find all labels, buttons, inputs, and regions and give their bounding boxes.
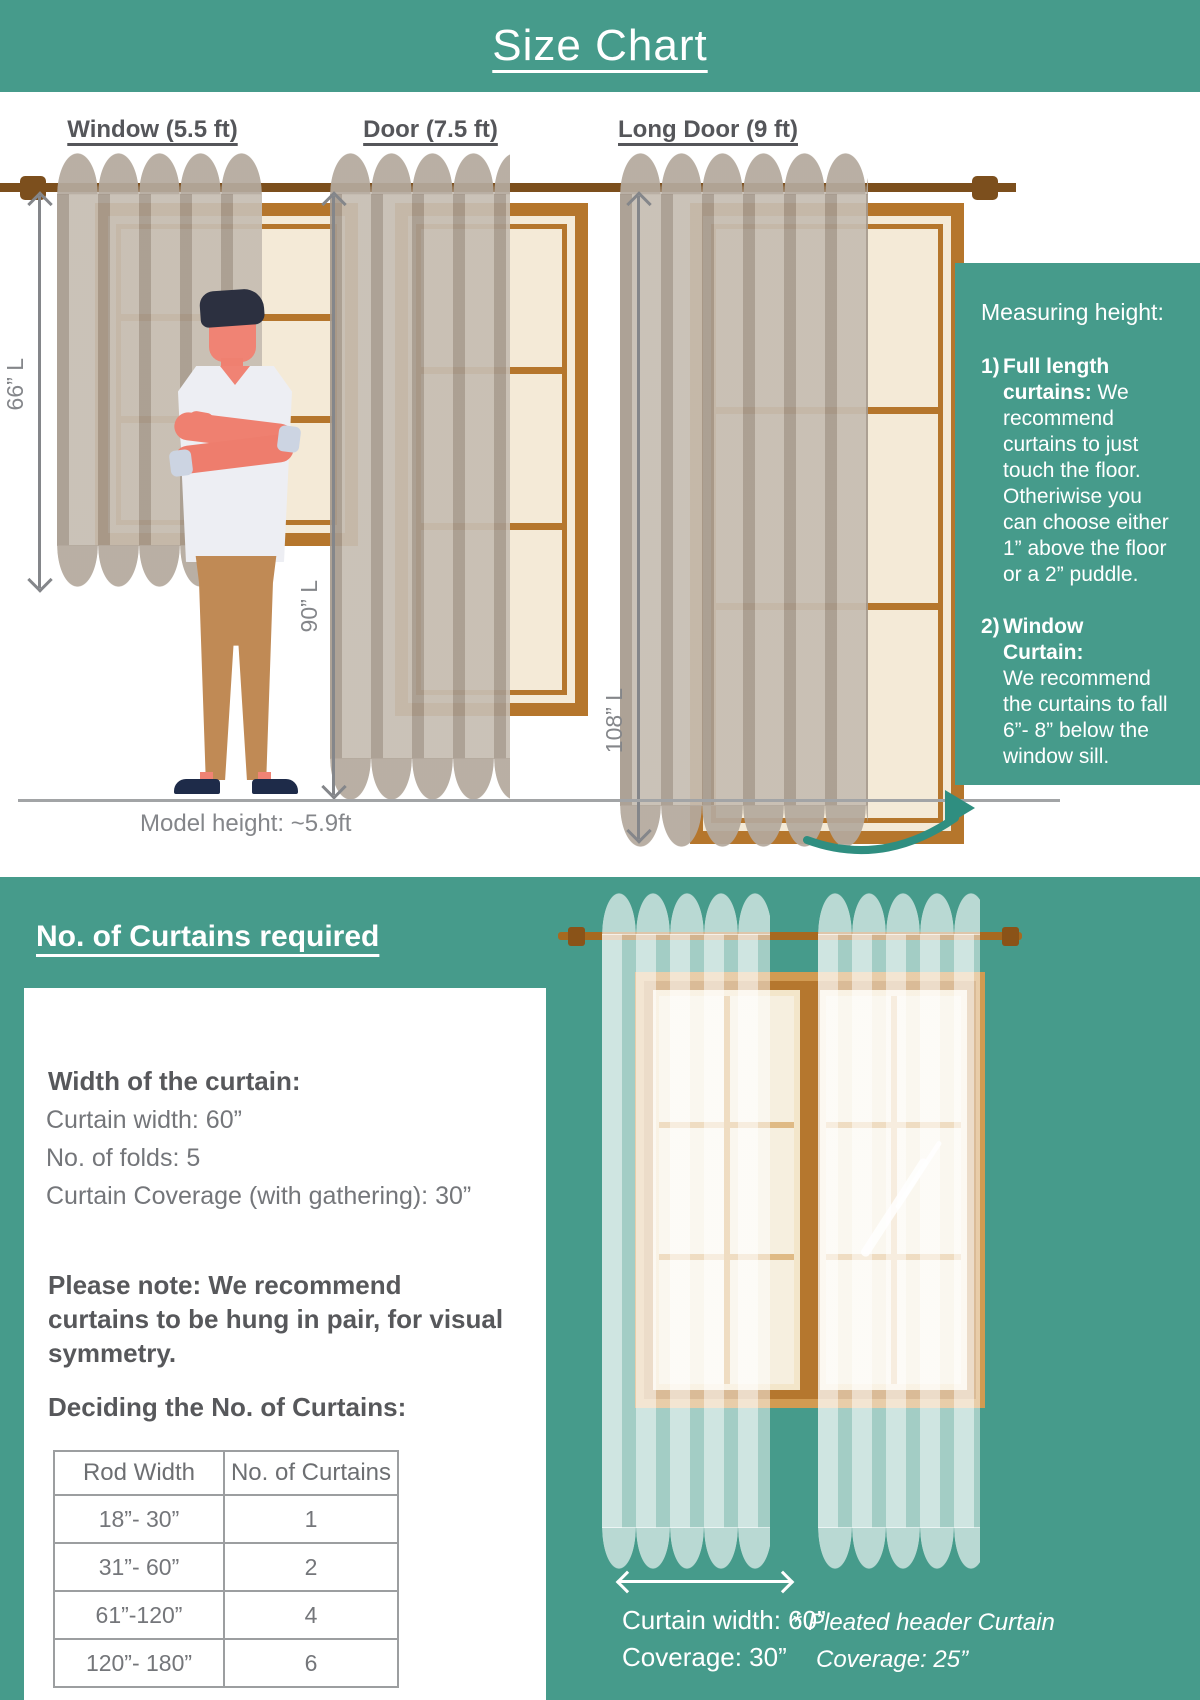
curtains-required-heading: No. of Curtains required <box>36 920 380 953</box>
width-section-title: Width of the curtain: <box>48 1066 301 1096</box>
curtain-body <box>602 934 770 1528</box>
model-figure <box>158 290 313 795</box>
table-row <box>54 1543 398 1591</box>
item-lead: Window Curtain: <box>1003 615 1084 664</box>
curtain-90in <box>330 153 510 800</box>
table-row <box>54 1495 398 1543</box>
curtain-body <box>818 934 980 1528</box>
measure-arrow-66 <box>2 196 41 588</box>
sheer-curtain-right <box>818 893 980 1569</box>
curtain-scallop-top <box>602 893 770 935</box>
length-label-108: 108” L <box>601 688 627 754</box>
curtain-body <box>620 194 868 806</box>
measuring-item-1 <box>981 354 1178 588</box>
curtain-width-label-line1: Curtain width: 60” <box>622 1605 826 1635</box>
rod-width-cell: 18”- 30” <box>54 1495 224 1543</box>
measure-arrow-90 <box>296 196 335 795</box>
coverage-line: Curtain Coverage (with gathering): 30” <box>46 1182 472 1210</box>
count-cell: 2 <box>224 1543 398 1591</box>
rod-bracket-right <box>972 176 998 200</box>
pleated-note <box>792 1604 1055 1678</box>
page-title: Size Chart <box>492 21 708 70</box>
curtain-scallop-top <box>330 153 510 195</box>
count-cell: 4 <box>224 1591 398 1639</box>
curtain-108in <box>620 153 868 847</box>
count-cell: 6 <box>224 1639 398 1687</box>
header-no-of-curtains: No. of Curtains <box>224 1451 398 1495</box>
curtain-scallop-bottom <box>330 758 510 800</box>
curtain-scallop-bottom <box>602 1527 770 1569</box>
sheer-curtain-left <box>602 893 770 1569</box>
model-pants <box>194 556 278 780</box>
measuring-heading: Measuring height: <box>981 299 1164 325</box>
top-banner <box>0 0 1200 92</box>
panel-header-long-door: Long Door (9 ft) <box>618 116 798 143</box>
table-title: Deciding the No. of Curtains: <box>48 1392 407 1422</box>
length-label-90: 90” L <box>296 580 322 633</box>
item-text: We recommend curtains to just touch the floor. Otheriwise you can choose either 1” above the floor or a 2” puddle. <box>1003 381 1169 586</box>
measuring-height-box <box>955 263 1200 785</box>
curtain-body <box>330 194 510 759</box>
model-shoe <box>174 779 220 794</box>
item-number: 2) <box>981 615 1000 638</box>
curtain-width-label-line2: Coverage: 30” <box>622 1642 787 1672</box>
curtain-scallop-top <box>57 153 262 195</box>
width-measure-arrow <box>620 1580 790 1583</box>
curved-arrow-icon <box>795 788 990 860</box>
measure-arrow-108 <box>601 196 640 839</box>
panel-header-door: Door (7.5 ft) <box>363 116 498 143</box>
panel-header-window: Window (5.5 ft) <box>67 116 238 143</box>
model-shoe <box>252 779 298 794</box>
item-number: 1) <box>981 355 1000 378</box>
rod-width-cell: 61”-120” <box>54 1591 224 1639</box>
curtain-width-line: Curtain width: 60” <box>46 1106 242 1134</box>
curtain-scallop-top <box>818 893 980 935</box>
model-hair <box>199 288 265 328</box>
table-header-row <box>54 1451 398 1495</box>
pleated-note-line2: Coverage: 25” <box>816 1646 969 1673</box>
model-cuff <box>276 425 301 453</box>
rod-width-cell: 120”- 180” <box>54 1639 224 1687</box>
pair-note: Please note: We recommend curtains to be hung in pair, for visual symmetry. <box>48 1270 504 1368</box>
header-rod-width: Rod Width <box>54 1451 224 1495</box>
curtain-scallop-top <box>620 153 868 195</box>
item-lead: Full length curtains: <box>1003 355 1110 404</box>
rod-width-cell: 31”- 60” <box>54 1543 224 1591</box>
model-height-label: Model height: ~5.9ft <box>140 810 352 837</box>
length-label-66: 66” L <box>2 358 28 411</box>
curtain-scallop-bottom <box>818 1527 980 1569</box>
count-cell: 1 <box>224 1495 398 1543</box>
model-cuff <box>168 449 193 477</box>
bottom-rod-bracket-right <box>1002 927 1019 946</box>
curtain-count-table <box>53 1450 399 1688</box>
folds-line: No. of folds: 5 <box>46 1144 201 1172</box>
measuring-item-2 <box>981 614 1178 770</box>
item-text: We recommend the curtains to fall 6”- 8” below the window sill. <box>1003 667 1168 768</box>
table-row <box>54 1639 398 1687</box>
pleated-note-line1: * Pleated header Curtain <box>792 1609 1055 1636</box>
table-row <box>54 1591 398 1639</box>
bottom-rod-bracket-left <box>568 927 585 946</box>
